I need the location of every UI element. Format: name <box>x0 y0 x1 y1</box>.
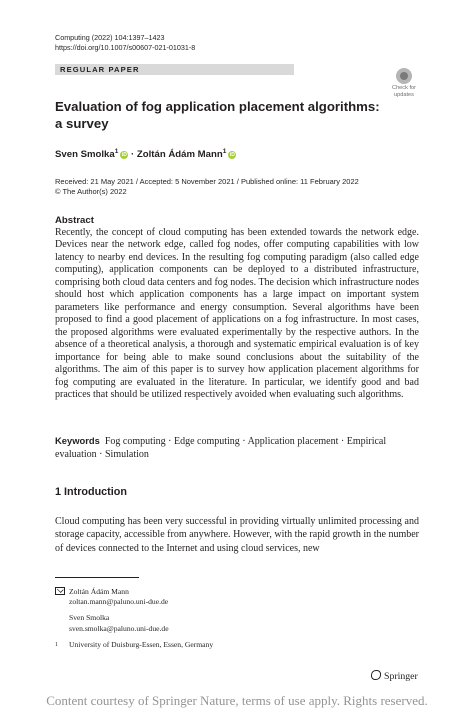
orcid-icon[interactable]: iD <box>229 152 235 159</box>
doi-link[interactable]: https://doi.org/10.1007/s00607-021-01031-8 <box>55 43 196 52</box>
author-name[interactable]: Zoltán Ádám Mann <box>136 149 223 161</box>
envelope-icon <box>55 587 69 634</box>
article-type-label: REGULAR PAPER <box>60 64 140 74</box>
dates-line: Received: 21 May 2021 / Accepted: 5 November 2021 / Published online: 11 February 2022 <box>55 177 359 186</box>
journal-citation: Computing (2022) 104:1397–1423 <box>55 33 165 42</box>
affiliation-marker: 1 <box>222 148 227 155</box>
check-for-updates-text: Check for updates <box>392 85 416 98</box>
paper-title: Evaluation of fog application placement algorithms: a survey <box>55 99 380 131</box>
author-separator: · <box>131 149 135 161</box>
courtesy-notice: Content courtesy of Springer Nature, terms of use apply. Rights reserved. <box>46 693 428 708</box>
keywords-section <box>55 434 419 462</box>
copyright-line: © The Author(s) 2022 <box>55 187 127 196</box>
footnote-rule <box>55 577 139 578</box>
keywords-text: Fog computing · Edge computing · Application placement · Empirical evaluation · Simulation <box>55 436 387 461</box>
publisher-logo <box>371 670 418 683</box>
section-heading-introduction: 1 Introduction <box>55 486 127 498</box>
check-for-updates-badge[interactable] <box>388 68 420 102</box>
publisher-name: Springer <box>384 671 418 682</box>
check-for-updates-icon <box>396 68 412 84</box>
affiliation-marker: 1 <box>114 148 119 155</box>
abstract-heading: Abstract <box>55 215 94 226</box>
journal-info <box>55 33 195 53</box>
orcid-icon[interactable]: iD <box>121 152 127 159</box>
footnote-area <box>55 587 419 650</box>
springer-horse-icon <box>371 670 381 680</box>
contact-email[interactable]: sven.smolka@paluno.uni-due.de <box>69 623 169 633</box>
publication-dates <box>55 177 359 197</box>
affiliation-block <box>55 640 419 650</box>
affiliation-number: 1 <box>55 641 58 648</box>
contact-name: Zoltán Ádám Mann <box>69 587 129 596</box>
affiliation-text: University of Duisburg-Essen, Essen, Germany <box>69 639 214 649</box>
keywords-heading: Keywords <box>55 435 100 446</box>
author-list <box>55 146 236 161</box>
contact-email[interactable]: zoltan.mann@paluno.uni-due.de <box>69 597 169 607</box>
introduction-text: Cloud computing has been very successful in providing virtually unlimited processing and storage capacity, accessible from anywhere. However, with the rapid growth in the number of devices connected to the Internet and using cloud services, new <box>55 516 419 554</box>
abstract-text: Recently, the concept of cloud computing has been extended towards the network edge. Devices near the network edge, called fog nodes, offer computing capabilities with low latency to nearby end devices. In the resulting fog computing paradigm (also called edge computing), application components can be deployed to a distributed infrastructure, comprising both cloud data centers and fog nodes. The decision which infrastructure nodes should host which application components has a large impact on important system parameters like performance and energy consumption. Several algorithms have been proposed to find a good placement of applications on a fog infrastructure. In most cases, the proposed algorithms were evaluated experimentally by the respective authors. In the absence of a theoretical analysis, a thorough and systematic empirical evaluation is of key importance for being able to make sound conclusions about the suitability of the algorithms. The aim of this paper is to survey how application placement algorithms for fog computing are evaluated in the literature. In particular, we identify good and bad practices that should be utilized respectively avoided when evaluating such algorithms. <box>55 226 419 400</box>
author-name[interactable]: Sven Smolka <box>55 149 115 161</box>
contact-name: Sven Smolka <box>69 613 110 623</box>
correspondence-block <box>55 587 419 634</box>
